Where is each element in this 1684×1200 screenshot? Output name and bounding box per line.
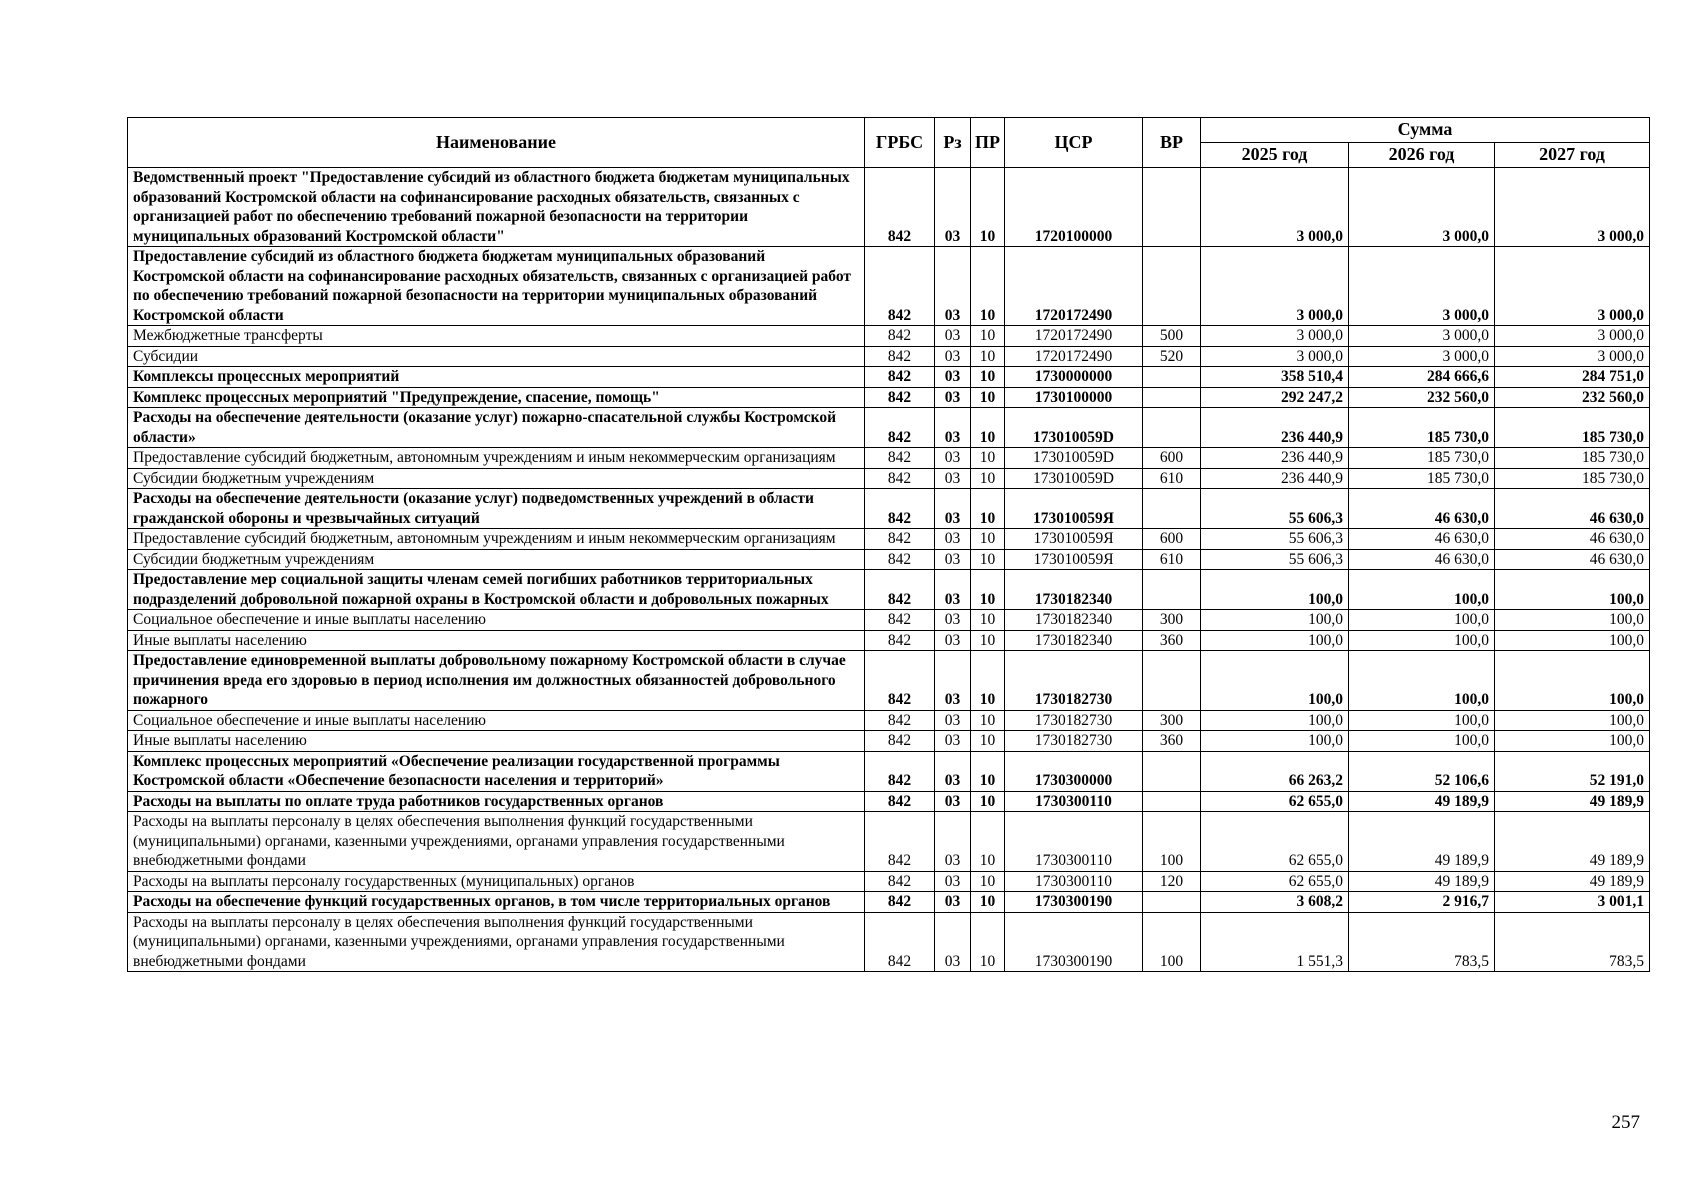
cell-2027: 46 630,0 <box>1495 529 1650 550</box>
cell-rz: 03 <box>935 549 971 570</box>
cell-2027: 49 189,9 <box>1495 871 1650 892</box>
table-row <box>128 408 1650 448</box>
cell-rz: 03 <box>935 871 971 892</box>
cell-csr: 1720172490 <box>1005 346 1143 367</box>
cell-2025: 3 000,0 <box>1201 346 1349 367</box>
cell-rz: 03 <box>935 168 971 247</box>
table-row <box>128 570 1650 610</box>
cell-vr <box>1143 570 1201 610</box>
cell-2027: 185 730,0 <box>1495 468 1650 489</box>
cell-grbs: 842 <box>865 346 935 367</box>
cell-name: Социальное обеспечение и иные выплаты населению <box>128 610 865 631</box>
cell-rz: 03 <box>935 367 971 388</box>
cell-2026: 49 189,9 <box>1349 791 1495 812</box>
cell-2025: 55 606,3 <box>1201 529 1349 550</box>
cell-csr: 1730182730 <box>1005 651 1143 711</box>
cell-rz: 03 <box>935 489 971 529</box>
table-row <box>128 346 1650 367</box>
cell-2027: 284 751,0 <box>1495 367 1650 388</box>
cell-vr <box>1143 367 1201 388</box>
cell-csr: 173010059Я <box>1005 529 1143 550</box>
table-row <box>128 892 1650 913</box>
cell-pr: 10 <box>971 468 1005 489</box>
cell-2027: 49 189,9 <box>1495 791 1650 812</box>
cell-vr <box>1143 791 1201 812</box>
cell-2027: 3 000,0 <box>1495 346 1650 367</box>
cell-2025: 1 551,3 <box>1201 912 1349 972</box>
table-row <box>128 448 1650 469</box>
cell-2026: 100,0 <box>1349 731 1495 752</box>
cell-2025: 100,0 <box>1201 731 1349 752</box>
cell-pr: 10 <box>971 168 1005 247</box>
col-header-pr: ПР <box>971 118 1005 168</box>
cell-rz: 03 <box>935 630 971 651</box>
cell-2027: 100,0 <box>1495 630 1650 651</box>
cell-name: Межбюджетные трансферты <box>128 326 865 347</box>
cell-vr: 300 <box>1143 710 1201 731</box>
cell-name: Иные выплаты населению <box>128 630 865 651</box>
cell-2027: 185 730,0 <box>1495 408 1650 448</box>
cell-name: Расходы на обеспечение деятельности (оказание услуг) пожарно-спасательной службы Костромской области» <box>128 408 865 448</box>
col-header-vr: ВР <box>1143 118 1201 168</box>
cell-2025: 100,0 <box>1201 630 1349 651</box>
cell-csr: 1730182340 <box>1005 570 1143 610</box>
cell-2027: 3 000,0 <box>1495 247 1650 326</box>
cell-2025: 236 440,9 <box>1201 448 1349 469</box>
cell-csr: 1720172490 <box>1005 247 1143 326</box>
cell-vr <box>1143 489 1201 529</box>
cell-csr: 1720100000 <box>1005 168 1143 247</box>
cell-2025: 55 606,3 <box>1201 549 1349 570</box>
cell-2027: 3 001,1 <box>1495 892 1650 913</box>
cell-name: Субсидии бюджетным учреждениям <box>128 549 865 570</box>
cell-name: Предоставление субсидий бюджетным, автономным учреждениям и иным некоммерческим организациям <box>128 448 865 469</box>
cell-vr <box>1143 651 1201 711</box>
cell-grbs: 842 <box>865 651 935 711</box>
cell-2026: 100,0 <box>1349 610 1495 631</box>
cell-2025: 3 000,0 <box>1201 247 1349 326</box>
cell-vr: 100 <box>1143 912 1201 972</box>
cell-pr: 10 <box>971 408 1005 448</box>
col-header-grbs: ГРБС <box>865 118 935 168</box>
cell-grbs: 842 <box>865 549 935 570</box>
cell-2026: 49 189,9 <box>1349 871 1495 892</box>
cell-grbs: 842 <box>865 387 935 408</box>
cell-rz: 03 <box>935 812 971 872</box>
cell-rz: 03 <box>935 751 971 791</box>
cell-2025: 3 000,0 <box>1201 326 1349 347</box>
cell-grbs: 842 <box>865 610 935 631</box>
cell-grbs: 842 <box>865 529 935 550</box>
cell-name: Предоставление единовременной выплаты добровольному пожарному Костромской области в случае причинения вреда его здоровью в период исполнения им должностных обязанностей добровольного пожарного <box>128 651 865 711</box>
table-row <box>128 549 1650 570</box>
cell-grbs: 842 <box>865 812 935 872</box>
cell-2026: 185 730,0 <box>1349 448 1495 469</box>
cell-grbs: 842 <box>865 326 935 347</box>
col-header-2026: 2026 год <box>1349 143 1495 168</box>
cell-csr: 1730182730 <box>1005 731 1143 752</box>
cell-2027: 52 191,0 <box>1495 751 1650 791</box>
cell-vr: 600 <box>1143 529 1201 550</box>
cell-csr: 1730100000 <box>1005 387 1143 408</box>
cell-2025: 3 000,0 <box>1201 168 1349 247</box>
cell-name: Расходы на выплаты персоналу в целях обеспечения выполнения функций государственными (муниципальными) органами, казенными учреждениями, органами управления государственными внебюджетными фондами <box>128 912 865 972</box>
cell-2025: 292 247,2 <box>1201 387 1349 408</box>
cell-vr <box>1143 751 1201 791</box>
cell-2027: 3 000,0 <box>1495 168 1650 247</box>
cell-csr: 173010059D <box>1005 448 1143 469</box>
cell-grbs: 842 <box>865 408 935 448</box>
cell-vr: 360 <box>1143 731 1201 752</box>
cell-pr: 10 <box>971 448 1005 469</box>
cell-2026: 46 630,0 <box>1349 489 1495 529</box>
cell-pr: 10 <box>971 791 1005 812</box>
cell-vr: 610 <box>1143 549 1201 570</box>
cell-rz: 03 <box>935 651 971 711</box>
cell-grbs: 842 <box>865 892 935 913</box>
cell-name: Социальное обеспечение и иные выплаты населению <box>128 710 865 731</box>
table-row <box>128 731 1650 752</box>
table-row <box>128 367 1650 388</box>
cell-vr <box>1143 408 1201 448</box>
cell-2025: 66 263,2 <box>1201 751 1349 791</box>
cell-csr: 1730000000 <box>1005 367 1143 388</box>
table-row <box>128 468 1650 489</box>
cell-csr: 173010059Я <box>1005 549 1143 570</box>
cell-pr: 10 <box>971 710 1005 731</box>
cell-2025: 100,0 <box>1201 570 1349 610</box>
cell-grbs: 842 <box>865 731 935 752</box>
cell-pr: 10 <box>971 247 1005 326</box>
cell-rz: 03 <box>935 326 971 347</box>
cell-rz: 03 <box>935 468 971 489</box>
cell-2027: 783,5 <box>1495 912 1650 972</box>
cell-name: Комплекс процессных мероприятий "Предупреждение, спасение, помощь" <box>128 387 865 408</box>
cell-2025: 100,0 <box>1201 610 1349 631</box>
cell-name: Предоставление субсидий из областного бюджета бюджетам муниципальных образований Костромской области на софинансирование расходных обязательств, связанных с организацией работ по обеспечению требований пожарной безопасности на территории муниципальных образований Костромской области <box>128 247 865 326</box>
table-row <box>128 812 1650 872</box>
cell-pr: 10 <box>971 489 1005 529</box>
cell-2027: 100,0 <box>1495 651 1650 711</box>
cell-vr: 500 <box>1143 326 1201 347</box>
page-number: 257 <box>1611 1112 1640 1133</box>
cell-pr: 10 <box>971 570 1005 610</box>
cell-pr: 10 <box>971 630 1005 651</box>
cell-grbs: 842 <box>865 168 935 247</box>
cell-2027: 49 189,9 <box>1495 812 1650 872</box>
cell-2025: 236 440,9 <box>1201 468 1349 489</box>
cell-2025: 100,0 <box>1201 710 1349 731</box>
cell-2026: 783,5 <box>1349 912 1495 972</box>
cell-2026: 3 000,0 <box>1349 247 1495 326</box>
cell-2027: 46 630,0 <box>1495 489 1650 529</box>
cell-vr <box>1143 387 1201 408</box>
table-row <box>128 871 1650 892</box>
col-header-rz: Рз <box>935 118 971 168</box>
cell-rz: 03 <box>935 731 971 752</box>
cell-pr: 10 <box>971 326 1005 347</box>
cell-2025: 3 608,2 <box>1201 892 1349 913</box>
cell-2026: 52 106,6 <box>1349 751 1495 791</box>
cell-vr: 120 <box>1143 871 1201 892</box>
cell-2027: 100,0 <box>1495 570 1650 610</box>
cell-csr: 1730300190 <box>1005 892 1143 913</box>
cell-name: Комплексы процессных мероприятий <box>128 367 865 388</box>
table-row <box>128 168 1650 247</box>
cell-rz: 03 <box>935 791 971 812</box>
cell-2027: 46 630,0 <box>1495 549 1650 570</box>
cell-2026: 49 189,9 <box>1349 812 1495 872</box>
col-header-2025: 2025 год <box>1201 143 1349 168</box>
cell-pr: 10 <box>971 871 1005 892</box>
cell-2026: 3 000,0 <box>1349 346 1495 367</box>
cell-pr: 10 <box>971 731 1005 752</box>
col-header-2027: 2027 год <box>1495 143 1650 168</box>
cell-pr: 10 <box>971 346 1005 367</box>
cell-rz: 03 <box>935 529 971 550</box>
cell-2026: 3 000,0 <box>1349 326 1495 347</box>
cell-pr: 10 <box>971 367 1005 388</box>
table-row <box>128 630 1650 651</box>
cell-vr <box>1143 168 1201 247</box>
cell-rz: 03 <box>935 892 971 913</box>
budget-table <box>127 117 1650 972</box>
cell-vr <box>1143 892 1201 913</box>
cell-2027: 3 000,0 <box>1495 326 1650 347</box>
cell-name: Субсидии бюджетным учреждениям <box>128 468 865 489</box>
cell-2027: 100,0 <box>1495 610 1650 631</box>
cell-2026: 100,0 <box>1349 651 1495 711</box>
cell-name: Ведомственный проект "Предоставление субсидий из областного бюджета бюджетам муниципальных образований Костромской области на софинансирование расходных обязательств, связанных с организацией работ по обеспечению требований пожарной безопасности на территории муниципальных образований Костромской области" <box>128 168 865 247</box>
cell-grbs: 842 <box>865 570 935 610</box>
cell-2025: 62 655,0 <box>1201 871 1349 892</box>
cell-rz: 03 <box>935 387 971 408</box>
cell-2026: 46 630,0 <box>1349 529 1495 550</box>
cell-2026: 46 630,0 <box>1349 549 1495 570</box>
cell-csr: 1730300110 <box>1005 812 1143 872</box>
cell-name: Расходы на выплаты персоналу государственных (муниципальных) органов <box>128 871 865 892</box>
cell-vr: 300 <box>1143 610 1201 631</box>
table-row <box>128 489 1650 529</box>
cell-grbs: 842 <box>865 751 935 791</box>
cell-csr: 1730300110 <box>1005 871 1143 892</box>
table-row <box>128 610 1650 631</box>
cell-2025: 100,0 <box>1201 651 1349 711</box>
cell-grbs: 842 <box>865 791 935 812</box>
table-header <box>128 118 1650 168</box>
cell-vr: 360 <box>1143 630 1201 651</box>
cell-pr: 10 <box>971 549 1005 570</box>
cell-csr: 1720172490 <box>1005 326 1143 347</box>
cell-csr: 1730182730 <box>1005 710 1143 731</box>
cell-csr: 1730182340 <box>1005 610 1143 631</box>
table-row <box>128 529 1650 550</box>
cell-2025: 358 510,4 <box>1201 367 1349 388</box>
cell-vr: 520 <box>1143 346 1201 367</box>
cell-rz: 03 <box>935 408 971 448</box>
cell-name: Расходы на выплаты по оплате труда работников государственных органов <box>128 791 865 812</box>
cell-grbs: 842 <box>865 448 935 469</box>
cell-2027: 185 730,0 <box>1495 448 1650 469</box>
cell-pr: 10 <box>971 651 1005 711</box>
cell-grbs: 842 <box>865 710 935 731</box>
cell-grbs: 842 <box>865 468 935 489</box>
cell-rz: 03 <box>935 247 971 326</box>
cell-2026: 185 730,0 <box>1349 408 1495 448</box>
cell-grbs: 842 <box>865 630 935 651</box>
cell-vr: 610 <box>1143 468 1201 489</box>
table-row <box>128 651 1650 711</box>
cell-pr: 10 <box>971 912 1005 972</box>
cell-name: Предоставление мер социальной защиты членам семей погибших работников территориальных подразделений добровольной пожарной охраны в Костромской области и добровольных пожарных <box>128 570 865 610</box>
table-body <box>128 168 1650 972</box>
cell-2027: 100,0 <box>1495 710 1650 731</box>
cell-rz: 03 <box>935 570 971 610</box>
cell-pr: 10 <box>971 387 1005 408</box>
cell-rz: 03 <box>935 710 971 731</box>
cell-2027: 232 560,0 <box>1495 387 1650 408</box>
cell-rz: 03 <box>935 912 971 972</box>
cell-csr: 1730300110 <box>1005 791 1143 812</box>
cell-csr: 173010059D <box>1005 408 1143 448</box>
cell-grbs: 842 <box>865 367 935 388</box>
cell-name: Иные выплаты населению <box>128 731 865 752</box>
cell-csr: 1730300190 <box>1005 912 1143 972</box>
cell-grbs: 842 <box>865 871 935 892</box>
cell-grbs: 842 <box>865 912 935 972</box>
cell-name: Предоставление субсидий бюджетным, автономным учреждениям и иным некоммерческим организациям <box>128 529 865 550</box>
cell-2025: 62 655,0 <box>1201 791 1349 812</box>
cell-2026: 232 560,0 <box>1349 387 1495 408</box>
cell-2026: 2 916,7 <box>1349 892 1495 913</box>
cell-name: Расходы на выплаты персоналу в целях обеспечения выполнения функций государственными (муниципальными) органами, казенными учреждениями, органами управления государственными внебюджетными фондами <box>128 812 865 872</box>
cell-csr: 173010059D <box>1005 468 1143 489</box>
cell-name: Субсидии <box>128 346 865 367</box>
table-row <box>128 912 1650 972</box>
col-header-csr: ЦСР <box>1005 118 1143 168</box>
cell-2026: 284 666,6 <box>1349 367 1495 388</box>
table-row <box>128 710 1650 731</box>
cell-2026: 185 730,0 <box>1349 468 1495 489</box>
cell-2026: 3 000,0 <box>1349 168 1495 247</box>
cell-name: Расходы на обеспечение деятельности (оказание услуг) подведомственных учреждений в области гражданской обороны и чрезвычайных ситуаций <box>128 489 865 529</box>
cell-pr: 10 <box>971 892 1005 913</box>
cell-grbs: 842 <box>865 489 935 529</box>
cell-2027: 100,0 <box>1495 731 1650 752</box>
table-row <box>128 791 1650 812</box>
cell-vr: 100 <box>1143 812 1201 872</box>
cell-2025: 236 440,9 <box>1201 408 1349 448</box>
cell-2025: 62 655,0 <box>1201 812 1349 872</box>
cell-vr: 600 <box>1143 448 1201 469</box>
col-header-name: Наименование <box>128 118 865 168</box>
cell-rz: 03 <box>935 448 971 469</box>
cell-name: Комплекс процессных мероприятий «Обеспечение реализации государственной программы Костромской области «Обеспечение безопасности населения и территорий» <box>128 751 865 791</box>
cell-2025: 55 606,3 <box>1201 489 1349 529</box>
cell-csr: 173010059Я <box>1005 489 1143 529</box>
cell-pr: 10 <box>971 751 1005 791</box>
cell-csr: 1730182340 <box>1005 630 1143 651</box>
table-row <box>128 247 1650 326</box>
cell-csr: 1730300000 <box>1005 751 1143 791</box>
cell-2026: 100,0 <box>1349 570 1495 610</box>
cell-vr <box>1143 247 1201 326</box>
cell-rz: 03 <box>935 346 971 367</box>
cell-pr: 10 <box>971 610 1005 631</box>
table-row <box>128 751 1650 791</box>
table-row <box>128 326 1650 347</box>
cell-rz: 03 <box>935 610 971 631</box>
cell-pr: 10 <box>971 812 1005 872</box>
cell-2026: 100,0 <box>1349 710 1495 731</box>
col-header-sum: Сумма <box>1201 118 1650 143</box>
cell-2026: 100,0 <box>1349 630 1495 651</box>
cell-grbs: 842 <box>865 247 935 326</box>
cell-name: Расходы на обеспечение функций государственных органов, в том числе территориальных органов <box>128 892 865 913</box>
table-row <box>128 387 1650 408</box>
cell-pr: 10 <box>971 529 1005 550</box>
